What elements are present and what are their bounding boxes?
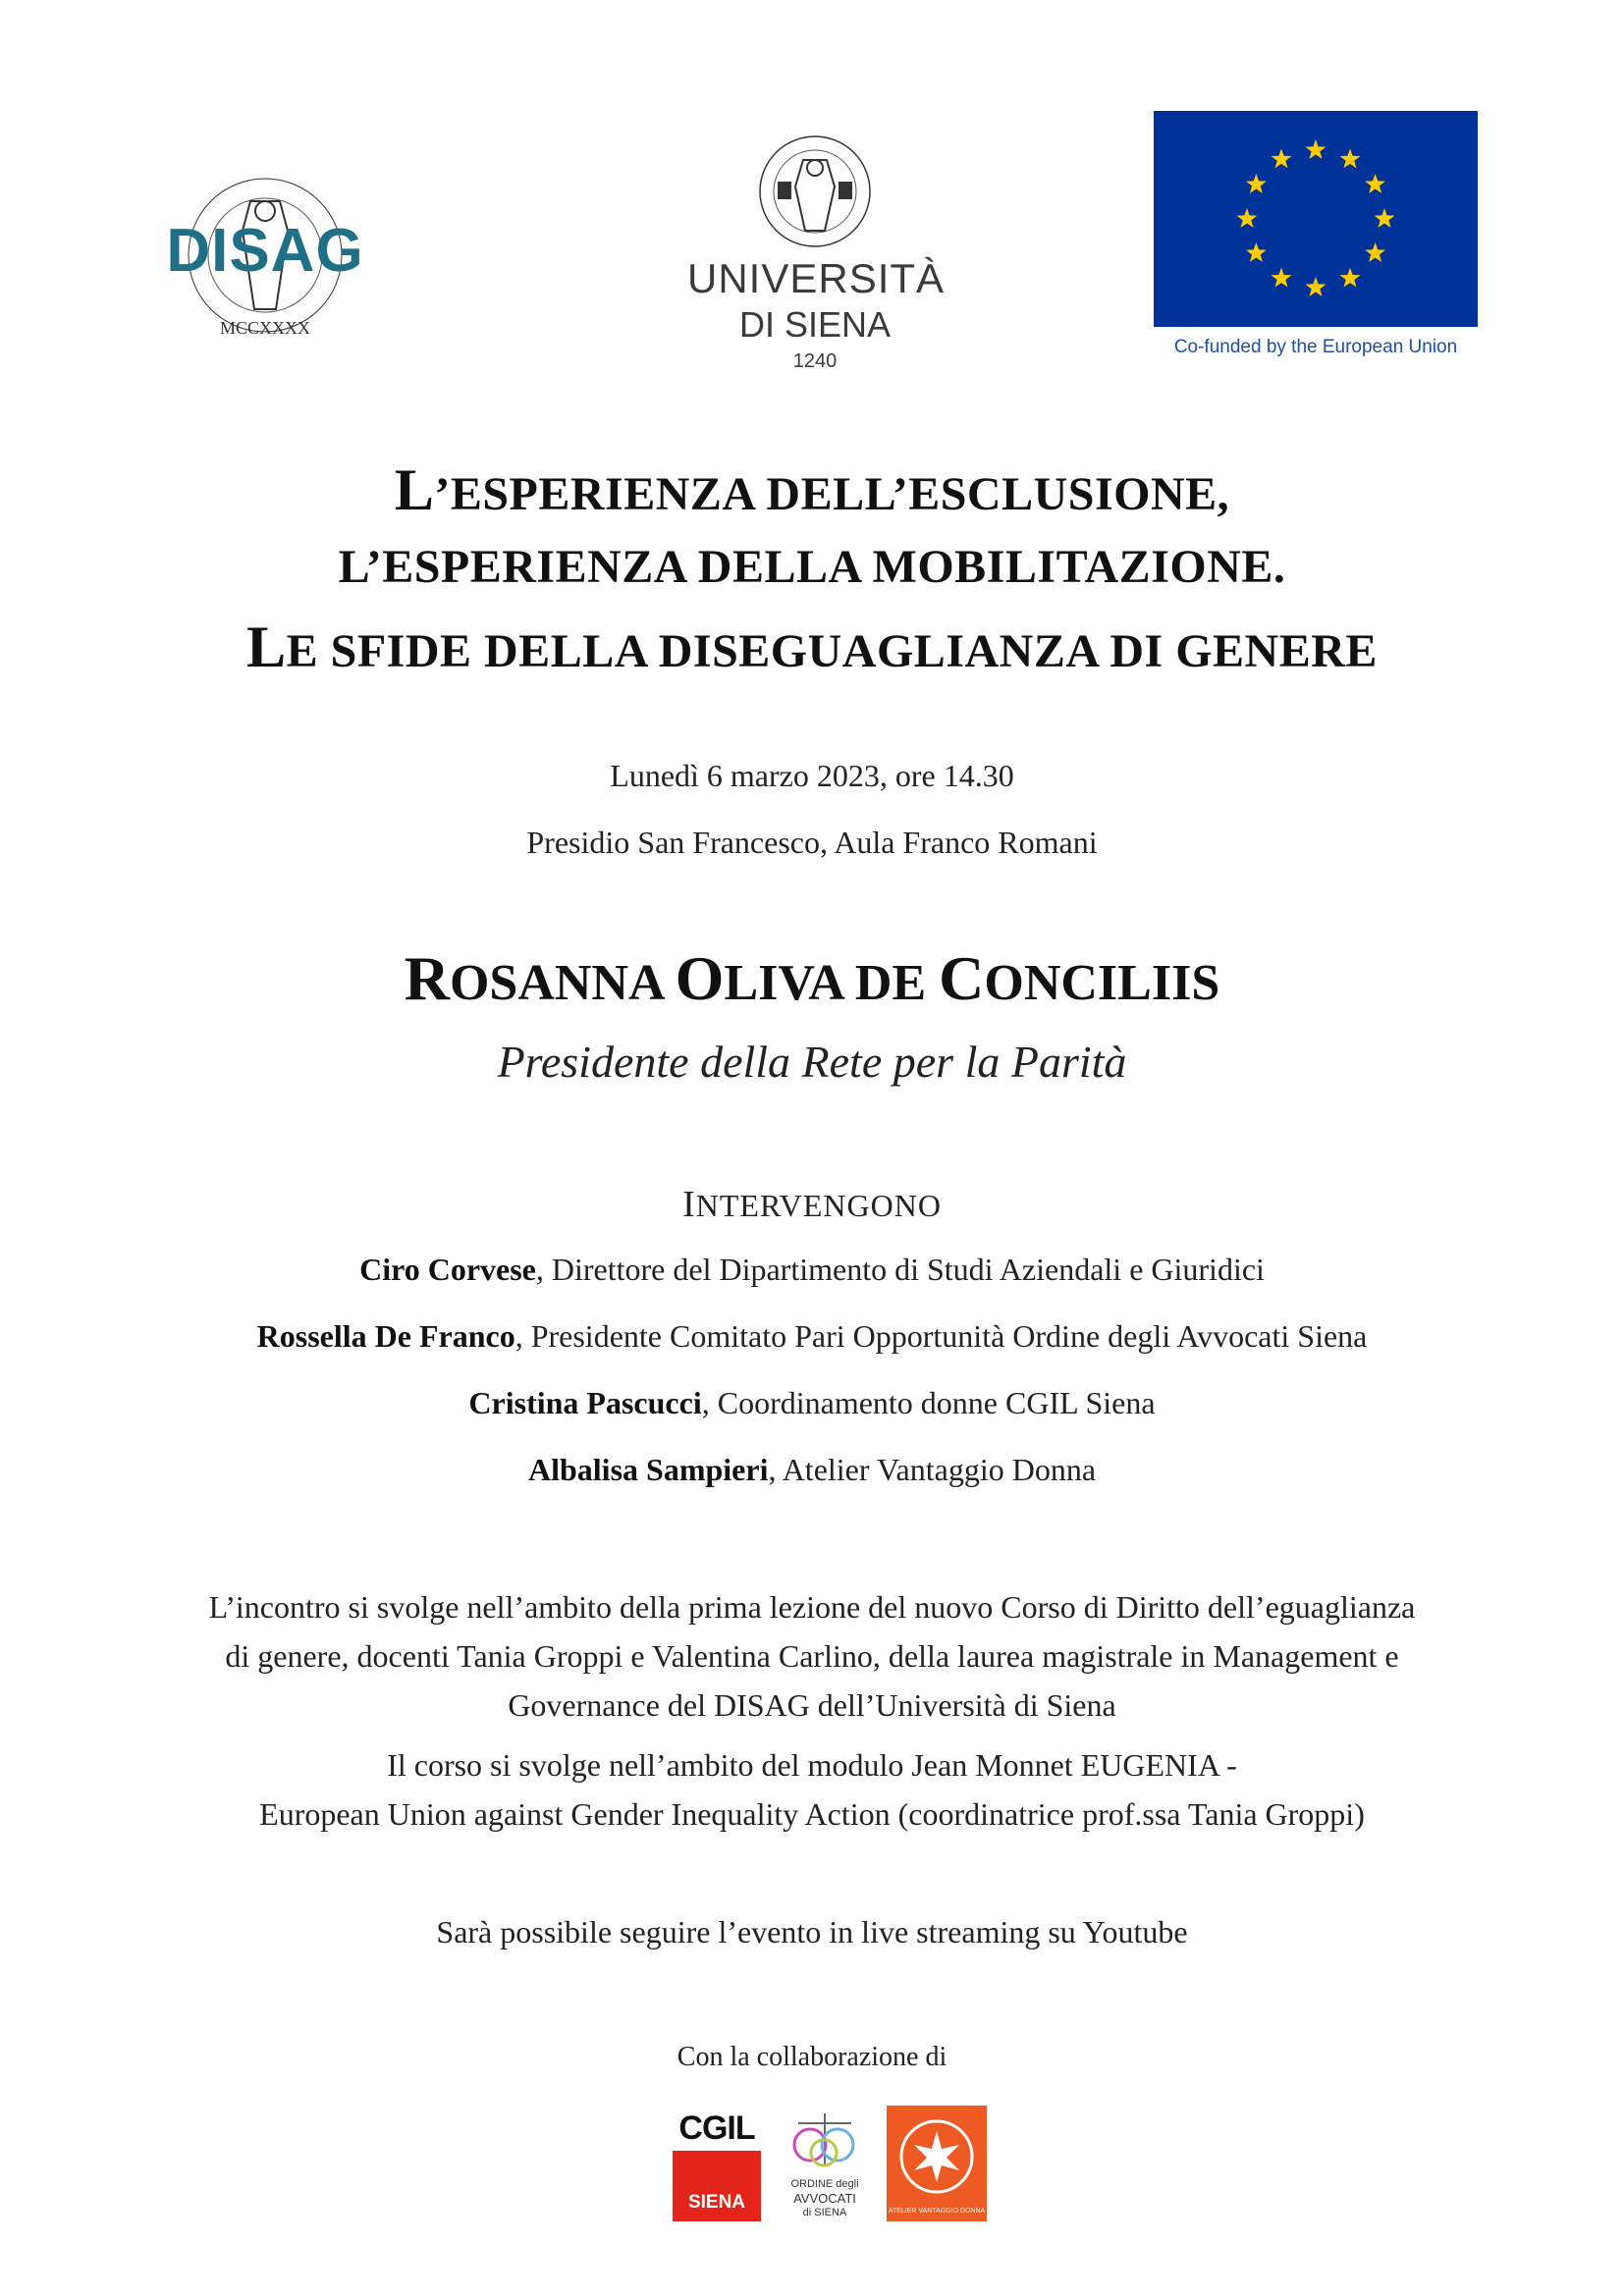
speaker-rest-o: LIVA DE: [724, 955, 940, 1011]
unisi-line1: UNIVERSITÀ: [687, 255, 946, 301]
interventions-heading-cap: I: [682, 1184, 696, 1225]
unisi-logo: [687, 133, 946, 378]
title-line-1: [0, 456, 1624, 524]
title-line-2: L’ESPERIENZA DELLA MOBILITAZIONE.: [338, 541, 1286, 593]
scales-of-justice-icon: [781, 2106, 869, 2174]
avvocati-line-3: di SIENA: [802, 2207, 847, 2218]
eu-star-icon: [1306, 277, 1326, 296]
speaker-role: Presidente della Rete per la Parità: [497, 1037, 1127, 1087]
person-4-desc: , Atelier Vantaggio Donna: [768, 1452, 1097, 1487]
atelier-logo-text: ATELIER VANTAGGIO DONNA: [888, 2208, 986, 2215]
event-location: Presidio San Francesco, Aula Franco Romani: [526, 825, 1098, 860]
title-line-3: [0, 614, 1624, 681]
avvocati-line-1: ORDINE degli: [790, 2178, 859, 2190]
person-3-name: Cristina Pascucci: [468, 1385, 702, 1420]
avvocati-line-2: AVVOCATI: [793, 2191, 856, 2206]
atelier-star-icon: [887, 2106, 987, 2204]
speaker-rest-c: ONCILIIS: [984, 955, 1220, 1011]
person-2-name: Rossella De Franco: [256, 1318, 515, 1354]
course-paragraph-line-1: L’incontro si svolge nell’ambito della prima lezione del nuovo Corso di Diritto dell’eguaglianza: [208, 1589, 1416, 1625]
person-3-desc: , Coordinamento donne CGIL Siena: [701, 1385, 1156, 1420]
module-paragraph-line-2: European Union against Gender Inequality Action (coordinatrice prof.ssa Tania Groppi): [259, 1796, 1365, 1832]
person-1-desc: , Direttore del Dipartimento di Studi Aziendali e Giuridici: [535, 1252, 1265, 1287]
title-line-3-rest: E SFIDE DELLA DISEGUAGLIANZA DI GENERE: [286, 625, 1378, 677]
eu-logo: [1154, 111, 1478, 366]
eu-flag: [1154, 111, 1478, 327]
speaker-name: [0, 942, 1624, 1015]
speaker-rest-r: OSANNA: [449, 955, 676, 1011]
eu-star-icon: [1272, 148, 1292, 168]
cgil-logo: [673, 2106, 761, 2221]
eu-stars-icon: [1154, 111, 1478, 327]
person-4-name: Albalisa Sampieri: [527, 1452, 769, 1487]
cgil-logo-city: SIENA: [687, 2192, 746, 2213]
speaker-cap-o: O: [675, 943, 725, 1013]
streaming-note: Sarà possibile seguire l’evento in live streaming su Youtube: [436, 1914, 1188, 1949]
eu-star-icon: [1272, 268, 1292, 288]
person-1: [0, 1252, 1624, 1288]
speaker-cap-r: R: [404, 943, 450, 1013]
svg-text:MCCXXXX: MCCXXXX: [219, 318, 311, 338]
eu-star-icon: [1340, 148, 1361, 168]
person-4: [0, 1452, 1624, 1488]
unisi-line2: DI SIENA: [738, 304, 892, 345]
eu-star-icon: [1306, 139, 1326, 159]
interventions-heading-rest: NTERVENGONO: [695, 1188, 942, 1223]
course-paragraph: [0, 1582, 1624, 1730]
person-1-name: Ciro Corvese: [359, 1252, 536, 1287]
eu-star-icon: [1340, 268, 1361, 288]
person-2-desc: , Presidente Comitato Pari Opportunità Ordine degli Avvocati Siena: [514, 1318, 1368, 1354]
collaboration-label: Con la collaborazione di: [677, 2042, 947, 2072]
unisi-year: 1240: [792, 350, 838, 372]
title-line-3-cap: L: [246, 614, 287, 679]
speaker-cap-c: C: [939, 943, 985, 1013]
eu-star-icon: [1365, 242, 1385, 262]
event-date: Lunedì 6 marzo 2023, ore 14.30: [610, 758, 1014, 793]
eu-caption: Co-funded by the European Union: [1173, 337, 1458, 357]
title-line-1-cap: L: [394, 457, 435, 522]
title-line-1-rest: ’ESPERIENZA DELL’ESCLUSIONE,: [434, 468, 1230, 520]
eu-star-icon: [1246, 242, 1267, 262]
unisi-seal-icon: [687, 133, 943, 250]
avvocati-logo: [781, 2106, 869, 2221]
disag-wordmark: DISAG: [166, 217, 364, 285]
course-paragraph-line-2: di genere, docenti Tania Groppi e Valentina Carlino, della laurea magistrale in Management e: [225, 1638, 1399, 1674]
course-paragraph-line-3: Governance del DISAG dell’Università di Siena: [508, 1687, 1116, 1723]
disag-logo: [152, 162, 378, 339]
interventions-heading: [0, 1183, 1624, 1226]
eu-star-icon: [1375, 208, 1395, 228]
atelier-logo: [887, 2106, 987, 2221]
module-paragraph: [0, 1740, 1624, 1839]
eu-star-icon: [1246, 174, 1267, 193]
eu-star-icon: [1237, 208, 1258, 228]
person-2: [0, 1318, 1624, 1355]
cgil-logo-text: CGIL: [673, 2106, 761, 2151]
eu-star-icon: [1365, 174, 1385, 193]
module-paragraph-line-1: Il corso si svolge nell’ambito del modulo Jean Monnet EUGENIA -: [387, 1747, 1237, 1783]
person-3: [0, 1385, 1624, 1421]
